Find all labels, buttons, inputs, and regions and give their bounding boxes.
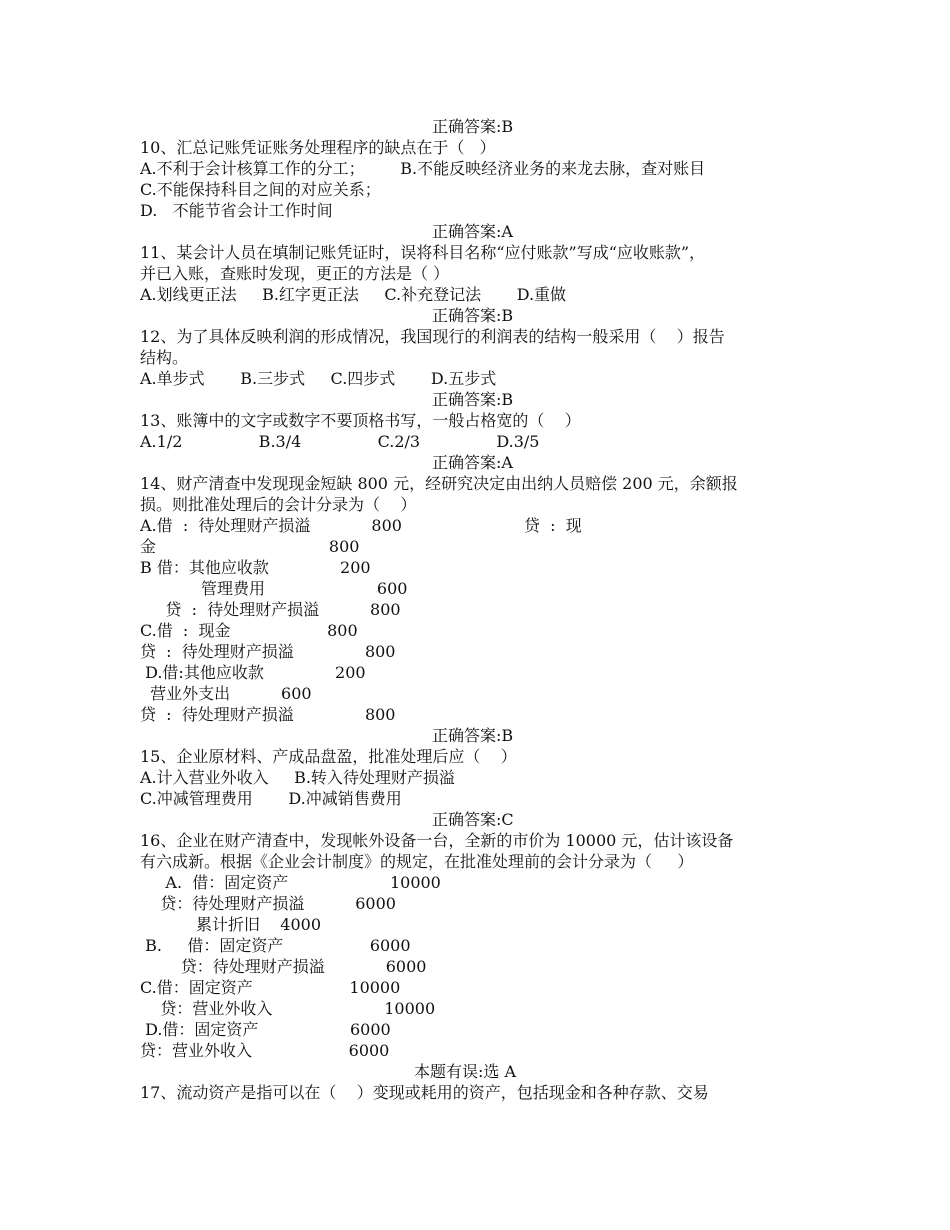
answer-line: 正确答案:B (432, 726, 514, 745)
text-line: A.不利于会计核算工作的分工； B.不能反映经济业务的来龙去脉，查对账目 (140, 159, 706, 178)
answer-line: 正确答案:C (432, 810, 514, 829)
text-line: D. 不能节省会计工作时间 (140, 201, 333, 220)
text-line: A.借 : 待处理财产损溢 800 贷 : 现 (140, 516, 582, 535)
text-line: 营业外支出 600 (140, 684, 312, 703)
text-line: 15、企业原材料、产成品盘盈，批准处理后应（ ） (140, 747, 517, 766)
text-line: C.不能保持科目之间的对应关系； (140, 180, 381, 199)
answer-line: 正确答案:A (432, 453, 513, 472)
text-line: A.1/2 B.3/4 C.2/3 D.3/5 (140, 432, 540, 451)
text-line: 14、财产清查中发现现金短缺 800 元，经研究决定由出纳人员赔偿 200 元，余额报 (140, 474, 738, 493)
text-line: 金 800 (140, 537, 360, 556)
text-line: 并已入账，查账时发现，更正的方法是（ ） (140, 264, 450, 283)
text-line: C.借 : 现金 800 (140, 621, 358, 640)
text-line: C.借：固定资产 10000 (140, 978, 401, 997)
text-line: C.冲减管理费用 D.冲减销售费用 (140, 789, 402, 808)
text-line: 13、账簿中的文字或数字不要顶格书写，一般占格宽的（ ） (140, 411, 581, 430)
text-line: D.借:其他应收款 200 (140, 663, 366, 682)
text-line: A. 借：固定资产 10000 (140, 873, 441, 892)
text-line: 贷：待处理财产损溢 6000 (140, 957, 427, 976)
text-line: A.单步式 B.三步式 C.四步式 D.五步式 (140, 369, 497, 388)
text-line: 贷 : 待处理财产损溢 800 (140, 642, 396, 661)
text-line: 贷 : 待处理财产损溢 800 (140, 600, 401, 619)
answer-line: 正确答案:B (432, 306, 514, 325)
text-line: A.划线更正法 B.红字更正法 C.补充登记法 D.重做 (140, 285, 567, 304)
text-line: 贷 : 待处理财产损溢 800 (140, 705, 396, 724)
text-line: B 借：其他应收款 200 (140, 558, 371, 577)
text-line: 贷：营业外收入 6000 (140, 1041, 390, 1060)
answer-line: 正确答案:A (432, 222, 513, 241)
answer-line: 本题有误:选 A (414, 1062, 517, 1081)
text-line: 12、为了具体反映利润的形成情况，我国现行的利润表的结构一般采用（ ）报告 (140, 327, 725, 346)
text-line: 损。则批准处理后的会计分录为（ ） (140, 495, 417, 514)
text-line: 贷：营业外收入 10000 (140, 999, 436, 1018)
text-line: 17、流动资产是指可以在（ ）变现或耗用的资产，包括现金和各种存款、交易 (140, 1083, 709, 1102)
text-line: 结构。 (140, 348, 189, 367)
text-line: 管理费用 600 (140, 579, 408, 598)
text-line: 11、某会计人员在填制记账凭证时，误将科目名称“应付账款”写成“应收账款”， (140, 243, 706, 262)
text-line: 16、企业在财产清查中，发现帐外设备一台，全新的市价为 10000 元，估计该设备 (140, 831, 734, 850)
text-line: 累计折旧 4000 (140, 915, 322, 934)
text-line: 贷：待处理财产损溢 6000 (140, 894, 396, 913)
text-line: B. 借：固定资产 6000 (140, 936, 411, 955)
text-line: A.计入营业外收入 B.转入待处理财产损溢 (140, 768, 455, 787)
answer-line: 正确答案:B (432, 390, 514, 409)
answer-line: 正确答案:B (432, 117, 514, 136)
text-line: 有六成新。根据《企业会计制度》的规定，在批准处理前的会计分录为（ ） (140, 852, 694, 871)
text-line: D.借：固定资产 6000 (140, 1020, 391, 1039)
text-line: 10、汇总记账凭证账务处理程序的缺点在于（ ） (140, 138, 496, 157)
